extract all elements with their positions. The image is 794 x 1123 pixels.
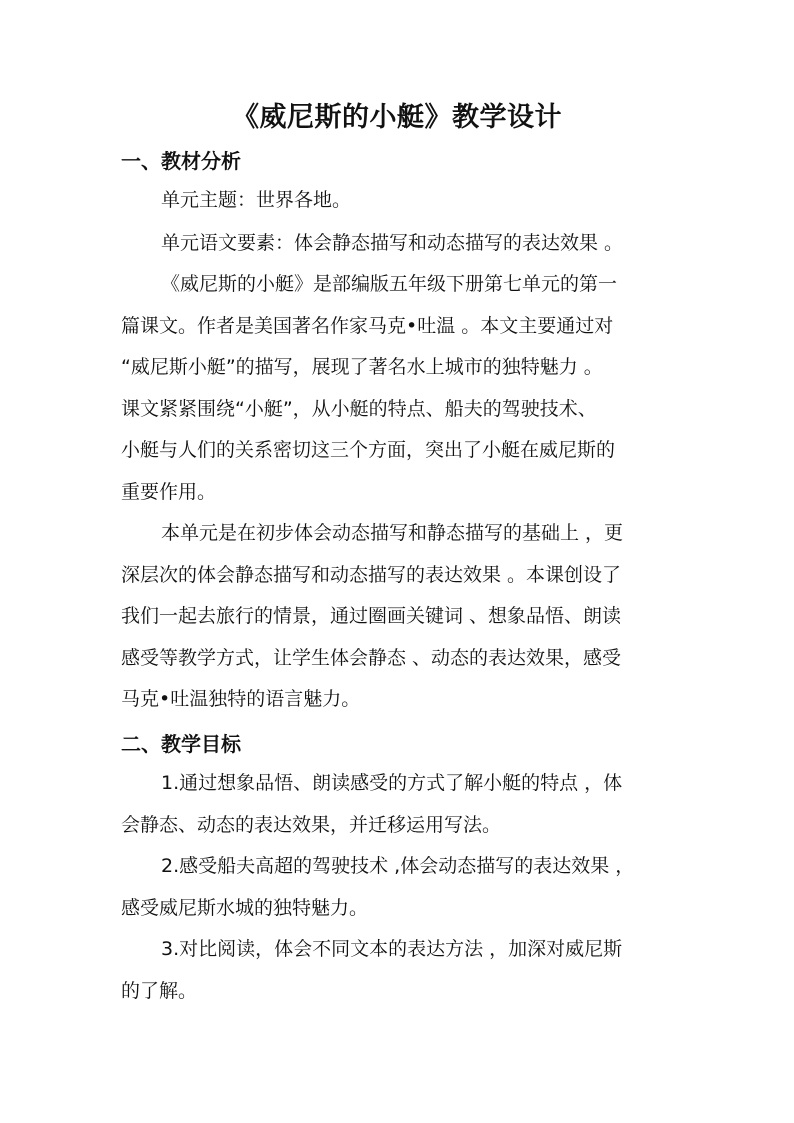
unit-elements-text: 单元语文要素：体会静态描写和动态描写的表达效果 。 bbox=[161, 232, 624, 254]
paragraph-line: 课文紧紧围绕“小艇”，从小艇的特点、船夫的驾驶技术、 bbox=[121, 397, 597, 420]
document-title: 《威尼斯的小艇》教学设计 bbox=[232, 102, 562, 133]
paragraph-line: 小艇与人们的关系密切这三个方面，突出了小艇在威尼斯的 bbox=[121, 439, 616, 461]
paragraph-line: 会静态、动态的表达效果，并迁移运用写法。 bbox=[121, 813, 502, 836]
section-heading-teaching-goals: 二、教学目标 bbox=[121, 732, 241, 756]
textbook-analysis-paragraph-2 bbox=[121, 513, 681, 721]
paragraph-line: 马克•吐温独特的语言魅力。 bbox=[121, 688, 361, 710]
paragraph-line: 感受威尼斯水城的独特魅力。 bbox=[121, 896, 369, 919]
paragraph-line: 深层次的体会静态描写和动态描写的表达效果 。本课创设了 bbox=[121, 563, 622, 586]
paragraph-line: “威尼斯小艇”的描写，展现了著名水上城市的独特魅力 。 bbox=[121, 356, 603, 378]
paragraph-line: 2.感受船夫高超的驾驶技术 ,体会动态描写的表达效果 ， bbox=[161, 855, 635, 877]
paragraph-line: 篇课文。作者是美国著名作家马克•吐温 。本文主要通过对 bbox=[121, 314, 614, 337]
section-heading-textbook-analysis: 一、教材分析 bbox=[121, 149, 241, 173]
paragraph-line: 本单元是在初步体会动态描写和静态描写的基础上 ，更 bbox=[161, 522, 624, 544]
teaching-goal-2 bbox=[121, 846, 681, 929]
textbook-analysis-paragraph-1 bbox=[121, 264, 681, 513]
paragraph-line: 《威尼斯的小艇》是部编版五年级下册第七单元的第一 bbox=[161, 273, 618, 295]
paragraph-line: 重要作用。 bbox=[121, 480, 217, 503]
paragraph-line: 我们一起去旅行的情景，通过圈画关键词 、想象品悟、朗读 bbox=[121, 605, 622, 627]
paragraph-line: 感受等教学方式，让学生体会静态 、动态的表达效果，感受 bbox=[121, 646, 622, 669]
paragraph-line: 3.对比阅读，体会不同文本的表达方法 ，加深对威尼斯 bbox=[161, 938, 623, 960]
paragraph-line: 的了解。 bbox=[121, 979, 198, 1002]
paragraph-line: 1.通过想象品悟、朗读感受的方式了解小艇的特点 ，体 bbox=[161, 772, 623, 794]
teaching-goal-3 bbox=[121, 929, 681, 1012]
unit-theme-text: 单元主题：世界各地。 bbox=[161, 189, 352, 211]
teaching-goal-1 bbox=[121, 763, 681, 846]
